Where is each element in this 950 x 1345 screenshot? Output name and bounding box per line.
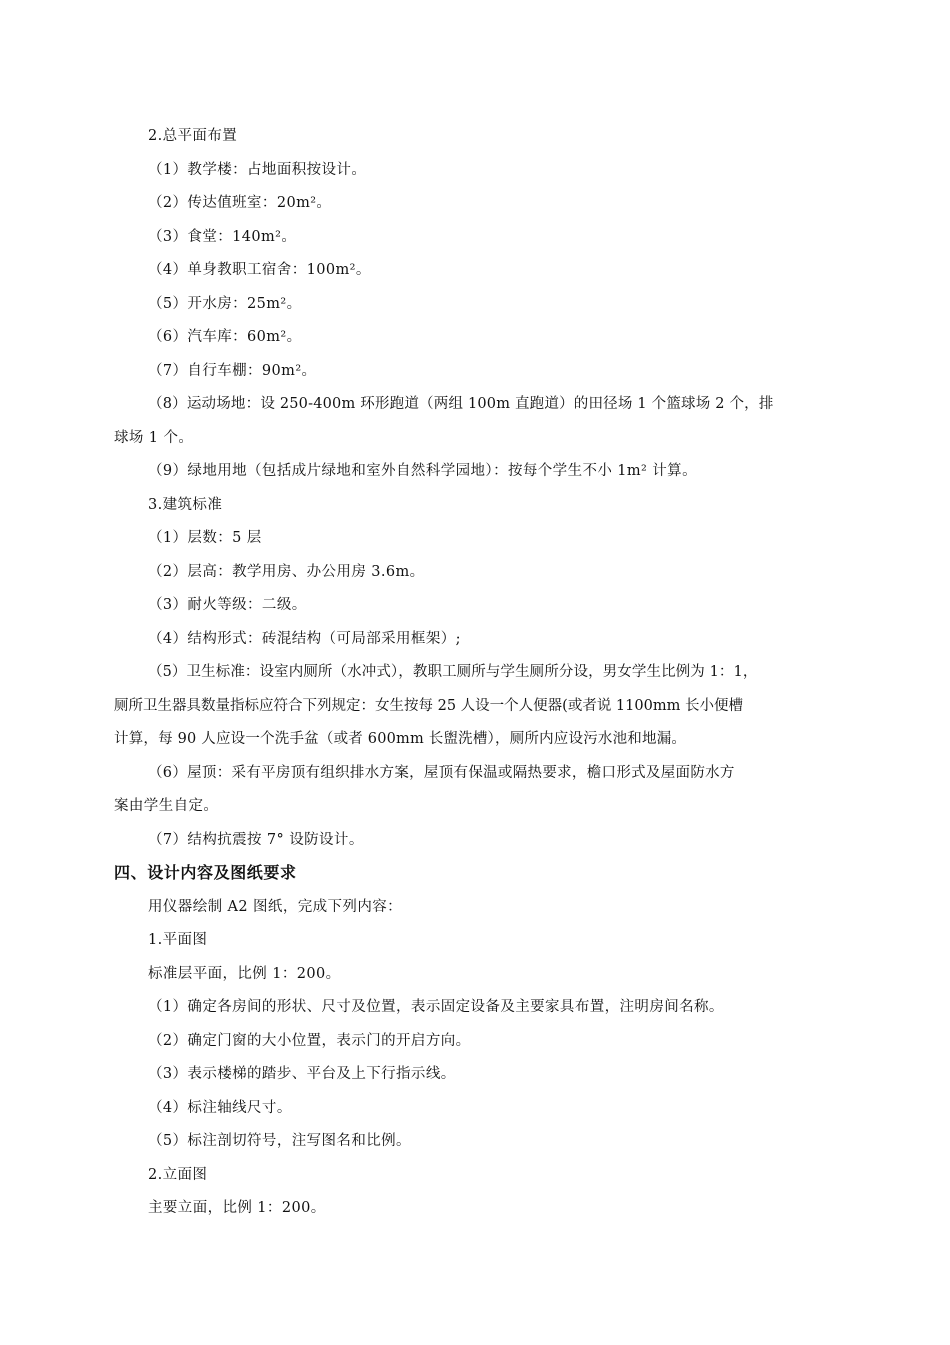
- list-item-continuation: 计算，每 90 人应设一个洗手盆（或者 600mm 长盥洗槽），厕所内应设污水池和地漏。: [114, 731, 687, 747]
- section-title-floor-plan: 1.平面图: [148, 932, 208, 948]
- list-item: （3）耐火等级：二级。: [148, 597, 307, 613]
- list-item-continuation: 案由学生自定。: [114, 798, 219, 814]
- list-item: （5）卫生标准：设室内厕所（水冲式），教职工厕所与学生厕所分设，男女学生比例为 1：1，: [148, 664, 758, 680]
- list-item: （4）结构形式：砖混结构（可局部采用框架）;: [148, 631, 461, 647]
- list-item: （1）确定各房间的形状、尺寸及位置，表示固定设备及主要家具布置，注明房间名称。: [148, 999, 724, 1015]
- list-item: （3）食堂：140m²。: [148, 229, 297, 245]
- paragraph: 用仪器绘制 A2 图纸，完成下列内容：: [148, 899, 403, 915]
- list-item: （5）标注剖切符号，注写图名和比例。: [148, 1133, 411, 1149]
- paragraph: 主要立面，比例 1：200。: [148, 1200, 326, 1216]
- list-item: （2）传达值班室：20m²。: [148, 195, 332, 211]
- section-title-site-plan: 2.总平面布置: [148, 128, 238, 144]
- list-item: （5）开水房：25m²。: [148, 296, 302, 312]
- list-item: （4）单身教职工宿舍：100m²。: [148, 262, 371, 278]
- list-item-continuation: 球场 1 个。: [114, 430, 194, 446]
- section-heading-design-content: 四、设计内容及图纸要求: [114, 863, 297, 882]
- section-title-elevation: 2.立面图: [148, 1167, 208, 1183]
- list-item: （1）教学楼：占地面积按设计。: [148, 162, 367, 178]
- list-item: （7）自行车棚：90m²。: [148, 363, 317, 379]
- section-title-building-standards: 3.建筑标准: [148, 497, 223, 513]
- paragraph: 标准层平面，比例 1：200。: [148, 966, 341, 982]
- list-item: （6）屋顶：采有平房顶有组织排水方案，屋顶有保温或隔热要求，檐口形式及屋面防水方: [148, 765, 735, 781]
- list-item: （2）确定门窗的大小位置，表示门的开启方向。: [148, 1033, 471, 1049]
- list-item: （8）运动场地：设 250-400m 环形跑道（两组 100m 直跑道）的田径场 1 个篮球场 2 个，排: [148, 396, 774, 412]
- list-item-continuation: 厕所卫生器具数量指标应符合下列规定：女生按每 25 人设一个人便器(或者说 1100mm 长小便槽: [114, 698, 743, 714]
- list-item: （2）层高：教学用房、办公用房 3.6m。: [148, 564, 425, 580]
- list-item: （9）绿地用地（包括成片绿地和室外自然科学园地）：按每个学生不小 1m² 计算。: [148, 463, 697, 479]
- list-item: （3）表示楼梯的踏步、平台及上下行指示线。: [148, 1066, 456, 1082]
- list-item: （7）结构抗震按 7° 设防设计。: [148, 832, 364, 848]
- list-item: （4）标注轴线尺寸。: [148, 1100, 292, 1116]
- list-item: （6）汽车库：60m²。: [148, 329, 302, 345]
- list-item: （1）层数：5 层: [148, 530, 262, 546]
